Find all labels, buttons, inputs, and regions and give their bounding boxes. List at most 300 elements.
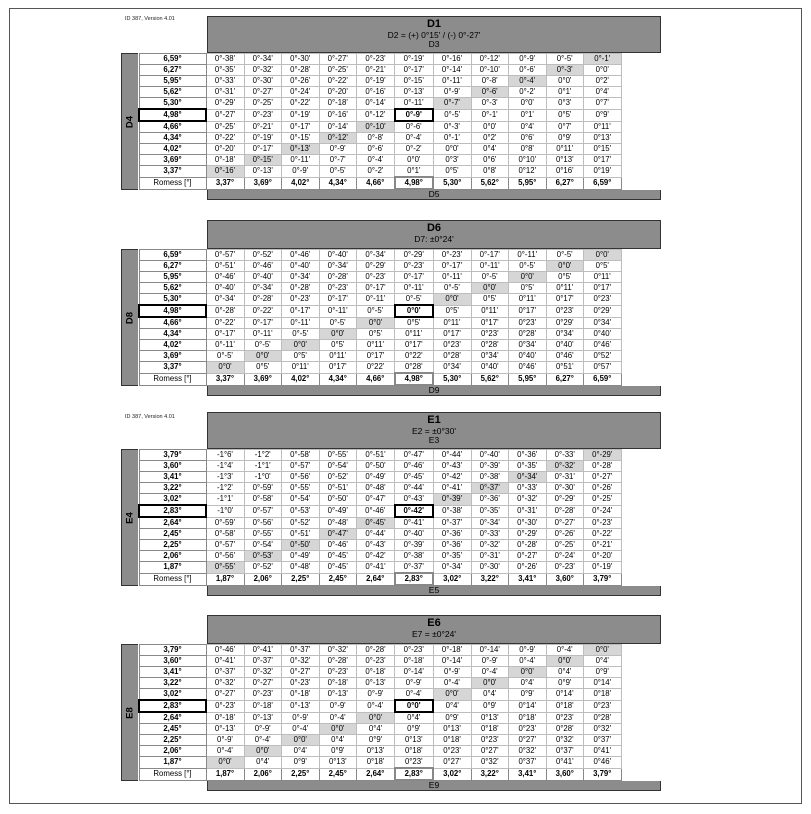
table-cell: -1°6'	[206, 450, 244, 461]
column-label-row	[139, 768, 621, 780]
column-label: 3,41°	[509, 573, 547, 585]
table-cell: 0°-25'	[244, 98, 282, 110]
table-cell: 0°5'	[509, 283, 547, 294]
row-label: 3,41°	[139, 472, 206, 483]
table-cell: 0°-28'	[282, 65, 320, 76]
table-cell: 0°18'	[471, 724, 509, 735]
table-cell: 0°-11'	[282, 317, 320, 329]
table-cell: 0°-9'	[471, 656, 509, 667]
table-row	[139, 656, 621, 667]
table-cell: 0°-41'	[395, 517, 434, 529]
table-cell: 0°-1'	[433, 133, 471, 144]
table-cell: 0°18'	[584, 689, 622, 701]
table-cell: 0°-34'	[244, 54, 282, 65]
table-cell: 0°5'	[433, 305, 471, 317]
table-cell: 0°-28'	[509, 540, 547, 551]
table-cell: 0°-36'	[433, 529, 471, 540]
table-cell: 0°-11'	[282, 155, 320, 166]
table-cell: 0°-12'	[319, 133, 357, 144]
table-cell: 0°-17'	[471, 250, 509, 261]
table-cell: 0°-1'	[471, 109, 509, 121]
table-row	[139, 109, 621, 121]
table-cell: 0°-11'	[433, 76, 471, 87]
row-label: 6,27°	[139, 261, 206, 272]
table-cell: 0°-37'	[395, 562, 434, 574]
table-cell: 0°0'	[206, 757, 244, 769]
column-label: 5,30°	[433, 373, 471, 385]
table-cell: 0°-11'	[509, 250, 547, 261]
table-cell: 0°0'	[471, 121, 509, 133]
table-cell: 0°-48'	[282, 562, 320, 574]
row-label: 3,60°	[139, 656, 206, 667]
table-cell: 0°-38'	[206, 54, 244, 65]
table-cell: 0°-14'	[471, 645, 509, 656]
table-cell: 0°34'	[471, 351, 509, 362]
side-label-bar	[121, 449, 138, 586]
footer-label: E5	[207, 586, 661, 596]
table-cell: 0°-25'	[546, 540, 584, 551]
table-cell: 0°-20'	[206, 144, 244, 155]
column-label: 5,62°	[471, 373, 509, 385]
table-cell: 0°11'	[319, 351, 357, 362]
table-header	[207, 412, 661, 449]
table-title: E1	[427, 414, 441, 426]
column-label: 2,83°	[395, 573, 434, 585]
table-cell: 0°5'	[357, 329, 395, 340]
side-label-bar	[121, 53, 138, 190]
table-cell: 0°1'	[546, 87, 584, 98]
table-cell: 0°23'	[584, 294, 622, 306]
table-cell: 0°-23'	[433, 250, 471, 261]
table-cell: 0°-31'	[471, 551, 509, 562]
table-cell: 0°11'	[433, 317, 471, 329]
table-cell: 0°-10'	[471, 65, 509, 76]
table-cell: 0°9'	[584, 667, 622, 678]
table-cell: 0°14'	[546, 689, 584, 701]
table-cell: 0°-11'	[433, 272, 471, 283]
side-label-bar	[121, 249, 138, 386]
table-cell: 0°9'	[546, 133, 584, 144]
table-cell: 0°-9'	[395, 678, 434, 689]
table-cell: 0°-6'	[395, 121, 434, 133]
table-cell: 0°-41'	[206, 656, 244, 667]
table-cell: 0°1'	[509, 109, 547, 121]
table-cell: 0°0'	[433, 294, 471, 306]
table-title: E6	[427, 617, 441, 629]
table-cell: 0°-11'	[471, 261, 509, 272]
table-cell: 0°18'	[509, 712, 547, 724]
column-label: 2,25°	[282, 768, 320, 780]
table-cell: 0°-27'	[244, 87, 282, 98]
table-cell: 0°-23'	[546, 562, 584, 574]
column-label: 2,64°	[357, 573, 395, 585]
table-row	[139, 329, 621, 340]
table-cell: 0°22'	[357, 362, 395, 374]
table-cell: 0°-37'	[433, 517, 471, 529]
table-cell: 0°28'	[433, 351, 471, 362]
table-cell: 0°4'	[471, 689, 509, 701]
table-cell: 0°-47'	[357, 494, 395, 506]
table-cell: 0°-16'	[433, 54, 471, 65]
row-label: 3,69°	[139, 351, 206, 362]
table-cell: 0°-41'	[433, 483, 471, 494]
table-cell: 0°11'	[509, 294, 547, 306]
row-label: 2,45°	[139, 724, 206, 735]
column-label: 2,45°	[319, 573, 357, 585]
table-cell: 0°11'	[282, 362, 320, 374]
table-cell: 0°-24'	[282, 87, 320, 98]
table-cell: 0°-23'	[319, 667, 357, 678]
table-cell: 0°-28'	[244, 294, 282, 306]
table-cell: 0°-5'	[244, 340, 282, 351]
table-cell: 0°-48'	[357, 483, 395, 494]
table-cell: 0°-51'	[319, 483, 357, 494]
table-row	[139, 261, 621, 272]
row-label: 2,06°	[139, 551, 206, 562]
table-cell: 0°-51'	[206, 261, 244, 272]
table-cell: 0°-46'	[357, 505, 395, 517]
table-cell: 0°-22'	[319, 76, 357, 87]
table-cell: 0°-28'	[584, 461, 622, 472]
table-cell: 0°-29'	[395, 250, 434, 261]
row-label: 4,34°	[139, 133, 206, 144]
table-cell: 0°-18'	[206, 712, 244, 724]
table-cell: 0°-55'	[244, 529, 282, 540]
column-row-label: Romess [°]	[139, 373, 206, 385]
table-cell: 0°-35'	[471, 505, 509, 517]
table-cell: 0°-58'	[282, 450, 320, 461]
table-subtitle: E7 = ±0°24'	[412, 629, 456, 639]
table-cell: 0°-44'	[357, 529, 395, 540]
row-label: 3,79°	[139, 645, 206, 656]
table-row	[139, 340, 621, 351]
table-cell: 0°-5'	[546, 250, 584, 261]
table-cell: 0°-16'	[206, 166, 244, 178]
table-cell: 0°-2'	[395, 144, 434, 155]
table-cell: 0°-8'	[357, 133, 395, 144]
footer-label: E9	[207, 781, 661, 791]
column-label: 3,37°	[206, 177, 244, 189]
table-cell: 0°46'	[509, 362, 547, 374]
table-cell: -1°2'	[244, 450, 282, 461]
table-cell: 0°0'	[509, 98, 547, 110]
table-cell: 0°5'	[584, 261, 622, 272]
table-cell: 0°-36'	[509, 450, 547, 461]
table-cell: 0°40'	[546, 340, 584, 351]
table-cell: 0°-5'	[319, 317, 357, 329]
table-cell: 0°18'	[357, 757, 395, 769]
row-label: 4,34°	[139, 329, 206, 340]
table-cell: -1°4'	[206, 461, 244, 472]
column-row-label: Romess [°]	[139, 573, 206, 585]
table-cell: 0°41'	[584, 746, 622, 757]
table-cell: 0°-4'	[395, 689, 434, 701]
table-cell: 0°-34'	[509, 472, 547, 483]
table-cell: 0°-48'	[319, 517, 357, 529]
table-cell: 0°4'	[546, 667, 584, 678]
table-cell: 0°23'	[433, 746, 471, 757]
table-cell: 0°-35'	[433, 551, 471, 562]
table-cell: 0°-11'	[395, 98, 434, 110]
table-header	[207, 615, 661, 644]
table-cell: 0°-57'	[282, 461, 320, 472]
table-cell: 0°-34'	[244, 283, 282, 294]
table-cell: 0°-29'	[584, 450, 622, 461]
table-cell: 0°-6'	[357, 144, 395, 155]
table-cell: 0°-29'	[357, 261, 395, 272]
table-cell: 0°-19'	[357, 76, 395, 87]
table-cell: 0°-9'	[206, 735, 244, 746]
table-cell: 0°-5'	[395, 294, 434, 306]
table-cell: 0°0'	[546, 261, 584, 272]
table-cell: 0°-37'	[206, 667, 244, 678]
table-cell: 0°-23'	[282, 294, 320, 306]
table-body	[121, 249, 661, 386]
table-cell: 0°-44'	[395, 483, 434, 494]
table-cell: 0°5'	[282, 351, 320, 362]
table-row	[139, 505, 621, 517]
table-cell: 0°-50'	[357, 461, 395, 472]
table-row	[139, 757, 621, 769]
column-label: 3,79°	[584, 573, 622, 585]
footer-label: D9	[207, 386, 661, 396]
table-cell: 0°-56'	[206, 551, 244, 562]
table-cell: 0°0'	[509, 667, 547, 678]
table-cell: 0°-40'	[244, 272, 282, 283]
table-subtitle: D2 = (+) 0°15' / (-) 0°-27'	[387, 30, 481, 40]
table-cell: 0°-56'	[282, 472, 320, 483]
table-row	[139, 712, 621, 724]
table-row	[139, 689, 621, 701]
table-cell: 0°0'	[584, 645, 622, 656]
table-cell: 0°-44'	[433, 450, 471, 461]
table-cell: 0°-7'	[319, 155, 357, 166]
column-label: 3,02°	[433, 768, 471, 780]
table-cell: 0°11'	[584, 272, 622, 283]
table-cell: 0°0'	[471, 283, 509, 294]
table-cell: 0°-40'	[471, 450, 509, 461]
row-label: 5,62°	[139, 283, 206, 294]
table-cell: 0°-17'	[319, 294, 357, 306]
table-cell: 0°-40'	[282, 261, 320, 272]
table-cell: 0°-26'	[546, 529, 584, 540]
table-cell: 0°0'	[433, 144, 471, 155]
column-label: 4,66°	[357, 373, 395, 385]
row-label: 1,87°	[139, 757, 206, 769]
table-cell: 0°-19'	[584, 562, 622, 574]
row-label: 4,66°	[139, 121, 206, 133]
table-cell: -1°3'	[206, 472, 244, 483]
column-label: 3,02°	[433, 573, 471, 585]
table-cell: 0°-9'	[282, 166, 320, 178]
table-cell: 0°-47'	[319, 529, 357, 540]
table-cell: 0°-9'	[433, 87, 471, 98]
table-cell: 0°-59'	[244, 483, 282, 494]
row-label: 3,37°	[139, 166, 206, 178]
table-cell: 0°-34'	[282, 272, 320, 283]
table-cell: 0°0'	[357, 317, 395, 329]
table-cell: 0°7'	[546, 121, 584, 133]
footer-label: D5	[207, 190, 661, 200]
table-row	[139, 529, 621, 540]
table-cell: 0°-14'	[319, 121, 357, 133]
table-cell: 0°0'	[244, 351, 282, 362]
row-label: 2,64°	[139, 517, 206, 529]
table-cell: 0°-4'	[244, 735, 282, 746]
table-cell: 0°2'	[471, 133, 509, 144]
table-row	[139, 483, 621, 494]
table-cell: 0°-3'	[546, 65, 584, 76]
table-cell: 0°-43'	[395, 494, 434, 506]
side-label: E4	[124, 511, 136, 524]
header-label: E3	[428, 435, 440, 445]
table-cell: 0°0'	[357, 712, 395, 724]
column-label: 3,79°	[584, 768, 622, 780]
row-label: 6,59°	[139, 250, 206, 261]
table-cell: 0°-41'	[244, 645, 282, 656]
table-cell: 0°11'	[546, 283, 584, 294]
table-cell: 0°-23'	[357, 272, 395, 283]
table-cell: 0°17'	[584, 155, 622, 166]
version-label: ID 387, Version 4.01	[125, 414, 175, 420]
table-cell: 0°-43'	[357, 540, 395, 551]
table-cell: 0°9'	[509, 689, 547, 701]
table-row	[139, 133, 621, 144]
table-cell: 0°-9'	[395, 109, 434, 121]
table-cell: 0°-28'	[319, 272, 357, 283]
table-cell: 0°-9'	[509, 54, 547, 65]
table-cell: 0°-5'	[319, 166, 357, 178]
row-label: 2,83°	[139, 505, 206, 517]
table-row	[139, 98, 621, 110]
table-cell: 0°8'	[471, 166, 509, 178]
table-cell: 0°-30'	[282, 54, 320, 65]
table-cell: 0°-6'	[509, 65, 547, 76]
column-label-row	[139, 373, 621, 385]
table-cell: 0°-31'	[546, 472, 584, 483]
table-cell: 0°-34'	[471, 517, 509, 529]
table-cell: 0°-54'	[319, 461, 357, 472]
table-cell: 0°4'	[509, 121, 547, 133]
table-cell: 0°-15'	[395, 76, 434, 87]
table-cell: 0°0'	[282, 735, 320, 746]
column-label: 2,06°	[244, 768, 282, 780]
column-label: 4,98°	[395, 177, 434, 189]
table-cell: 0°0'	[546, 656, 584, 667]
table-cell: 0°13'	[319, 757, 357, 769]
row-label: 3,41°	[139, 667, 206, 678]
table-cell: 0°0'	[471, 678, 509, 689]
table-cell: 0°5'	[395, 317, 434, 329]
table-cell: 0°-14'	[433, 65, 471, 76]
table-cell: 0°-23'	[584, 517, 622, 529]
table-cell: 0°5'	[244, 362, 282, 374]
table-row	[139, 540, 621, 551]
table-cell: 0°18'	[433, 735, 471, 746]
column-label: 5,95°	[509, 177, 547, 189]
table-cell: 0°-13'	[206, 724, 244, 735]
table-row	[139, 283, 621, 294]
table-cell: 0°7'	[584, 98, 622, 110]
column-label: 2,64°	[357, 768, 395, 780]
table-cell: 0°-51'	[282, 529, 320, 540]
table-cell: 0°23'	[584, 700, 622, 712]
table-cell: 0°28'	[471, 340, 509, 351]
table-block-e1	[121, 412, 661, 596]
table-cell: 0°17'	[433, 329, 471, 340]
table-row	[139, 166, 621, 178]
table-cell: 0°-42'	[357, 551, 395, 562]
table-cell: 0°-18'	[319, 678, 357, 689]
table-cell: 0°9'	[471, 700, 509, 712]
table-cell: 0°-25'	[206, 121, 244, 133]
table-cell: 0°-55'	[206, 562, 244, 574]
table-cell: 0°-53'	[244, 551, 282, 562]
table-block-d6	[121, 220, 661, 396]
column-row-label: Romess [°]	[139, 768, 206, 780]
table-cell: 0°0'	[509, 272, 547, 283]
table-cell: 0°40'	[509, 351, 547, 362]
table-cell: 0°-4'	[509, 76, 547, 87]
table-cell: 0°-18'	[395, 656, 434, 667]
row-label: 2,06°	[139, 746, 206, 757]
table-cell: 0°-26'	[584, 483, 622, 494]
table-cell: 0°-12'	[471, 54, 509, 65]
row-label: 2,45°	[139, 529, 206, 540]
table-cell: 0°-17'	[395, 65, 434, 76]
table-row	[139, 121, 621, 133]
row-label: 4,02°	[139, 144, 206, 155]
table-cell: 0°-57'	[244, 505, 282, 517]
table-cell: 0°-47'	[395, 450, 434, 461]
table-cell: 0°13'	[395, 735, 434, 746]
table-cell: 0°6'	[471, 155, 509, 166]
table-cell: 0°-24'	[546, 551, 584, 562]
table-cell: 0°17'	[584, 283, 622, 294]
table-cell: 0°-9'	[357, 689, 395, 701]
table-cell: 0°1'	[395, 166, 434, 178]
side-label: D8	[124, 311, 136, 324]
row-label: 3,37°	[139, 362, 206, 374]
table-cell: 0°-53'	[282, 505, 320, 517]
table-cell: 0°-49'	[282, 551, 320, 562]
table-cell: 0°-13'	[357, 678, 395, 689]
table-cell: 0°-4'	[357, 700, 395, 712]
table-cell: 0°-19'	[244, 133, 282, 144]
table-cell: 0°0'	[584, 250, 622, 261]
table-body	[121, 644, 661, 781]
table-cell: 0°-5'	[433, 283, 471, 294]
table-row	[139, 472, 621, 483]
table-cell: 0°-15'	[244, 155, 282, 166]
table-cell: 0°-23'	[357, 54, 395, 65]
table-cell: 0°-34'	[433, 562, 471, 574]
table-cell: 0°23'	[395, 757, 434, 769]
table-cell: 0°9'	[433, 712, 471, 724]
table-cell: 0°-22'	[282, 98, 320, 110]
table-cell: 0°-36'	[433, 540, 471, 551]
table-cell: 0°0'	[319, 724, 357, 735]
column-label-row	[139, 573, 621, 585]
correction-table	[138, 644, 622, 781]
table-cell: 0°-17'	[282, 305, 320, 317]
table-cell: 0°-21'	[357, 65, 395, 76]
column-label: 3,60°	[546, 573, 584, 585]
table-cell: 0°-27'	[206, 109, 244, 121]
table-cell: 0°-9'	[244, 724, 282, 735]
row-label: 2,25°	[139, 735, 206, 746]
table-cell: 0°-2'	[509, 87, 547, 98]
